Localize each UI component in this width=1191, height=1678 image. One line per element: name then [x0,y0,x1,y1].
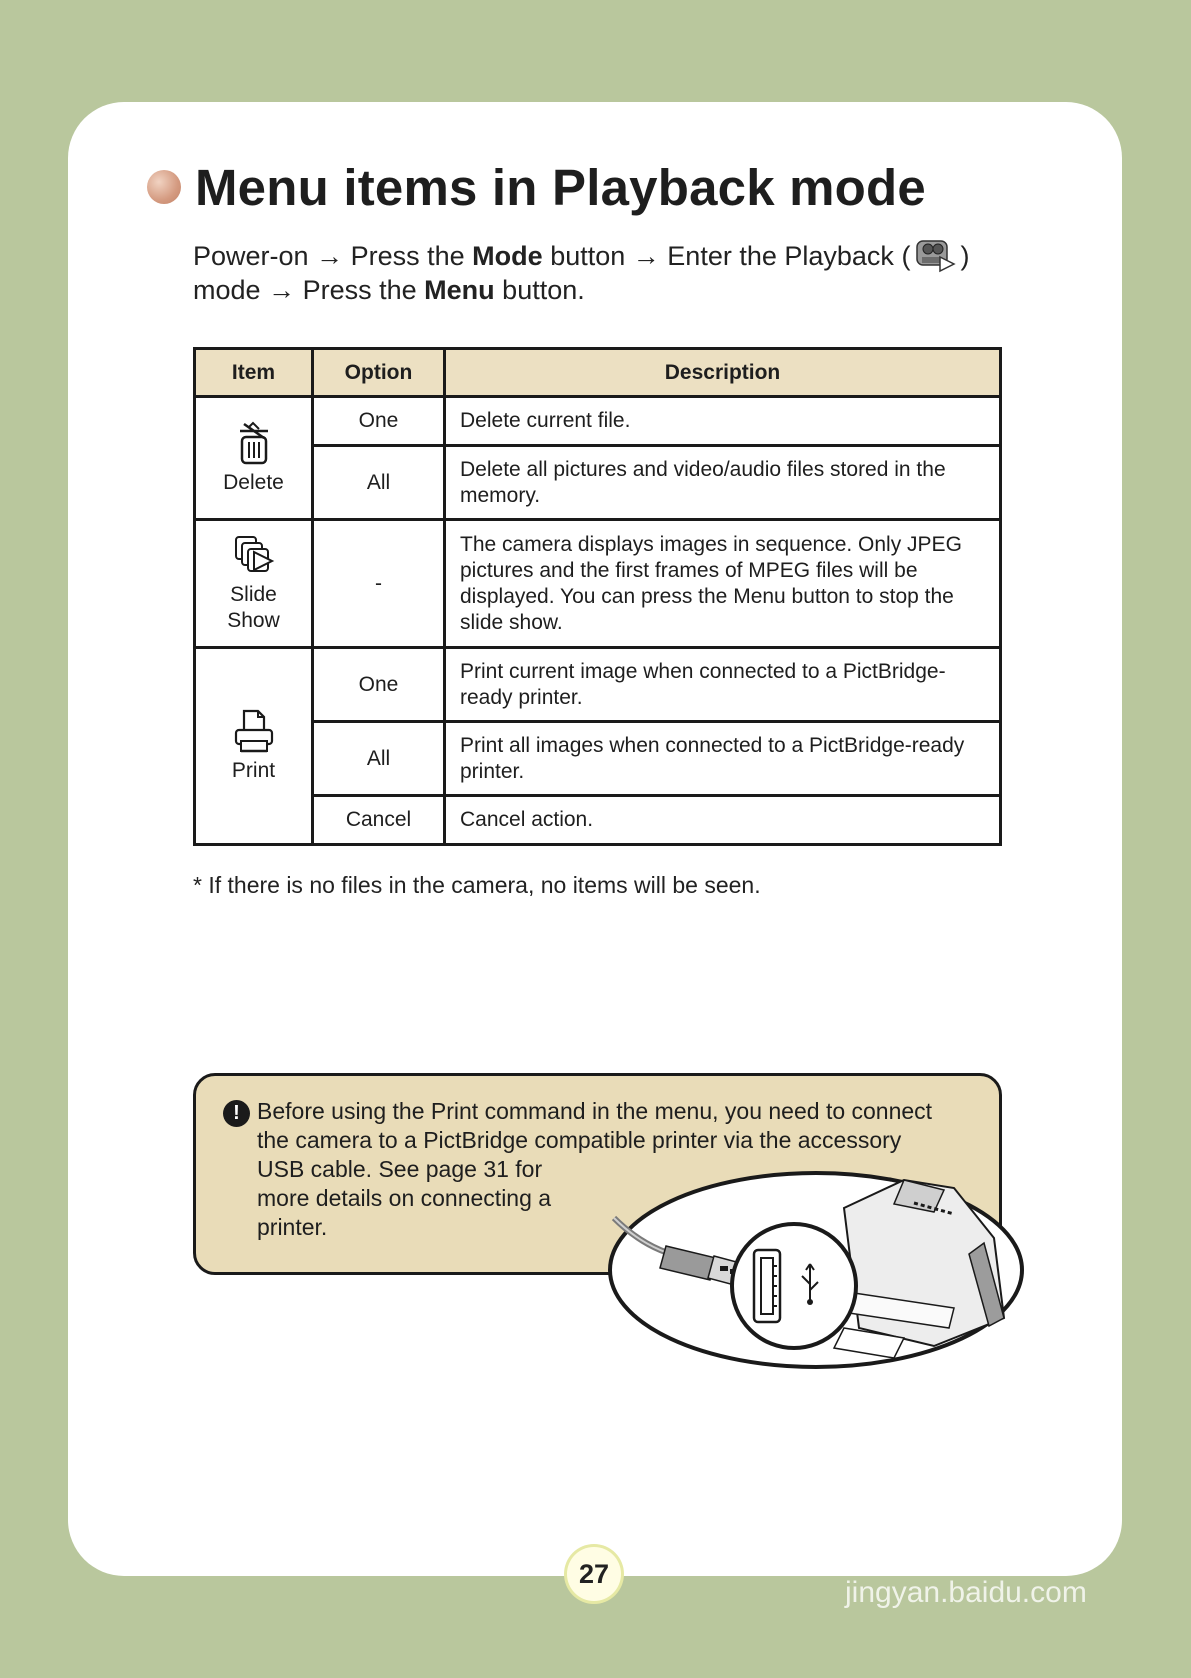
table-header-row [195,349,1001,397]
page-number: 27 [567,1547,621,1601]
description-cell: The camera displays images in sequence. Only JPEG pictures and the first frames of MPEG files will be displayed. You can press the Menu button to stop the slide show. [445,520,1001,648]
title-bullet-icon [147,170,181,204]
header-option: Option [313,349,445,397]
playback-menu-table [193,347,1002,846]
page-title: Menu items in Playback mode [195,159,926,216]
item-delete [195,397,313,520]
playback-mode-icon [914,237,956,273]
item-label: Delete [223,471,284,494]
item-label: Print [231,759,276,782]
description-cell: Cancel action. [445,796,1001,845]
intro-instructions: Power-on → Press the Mode button → Enter the Playback ( ) mode → Press the Menu button. [193,237,1023,307]
item-slideshow [195,520,313,648]
watermark-brand: Baidu经验 [845,1512,1091,1568]
option-cell: Cancel [313,796,445,845]
option-cell: One [313,397,445,446]
option-cell: All [313,446,445,520]
header-item: Item [195,349,313,397]
baidu-watermark [845,1500,1091,1610]
table-row [195,722,1001,796]
watermark-url: jingyan.baidu.com [845,1576,1087,1609]
usb-printer-illustration [604,1168,1034,1373]
table-row [195,397,1001,446]
item-label: Show [227,608,280,632]
header-description: Description [445,349,1001,397]
exclamation-icon: ! [223,1100,250,1127]
option-cell: One [313,648,445,722]
table-row [195,796,1001,845]
trash-icon [234,420,274,466]
description-cell: Print all images when connected to a PictBridge-ready printer. [445,722,1001,796]
description-cell: Delete current file. [445,397,1001,446]
option-cell: All [313,722,445,796]
item-label: Slide [230,582,277,606]
table-row [195,520,1001,648]
note-text: Before using the Print command in the menu, you need to connect the camera to a PictBridge compatible printer via the accessory USB cable. See page 31 for more details on connecting a printer. [257,1098,933,1240]
mode-keyword: Mode [472,241,543,271]
table-row [195,648,1001,722]
footnote: * If there is no files in the camera, no items will be seen. [193,872,761,898]
printer-icon [232,708,276,754]
description-cell: Print current image when connected to a PictBridge-ready printer. [445,648,1001,722]
option-cell: - [313,520,445,648]
slideshow-icon [232,534,276,578]
table-row [195,446,1001,520]
item-print [195,648,313,845]
menu-keyword: Menu [424,275,495,305]
description-cell: Delete all pictures and video/audio files stored in the memory. [445,446,1001,520]
